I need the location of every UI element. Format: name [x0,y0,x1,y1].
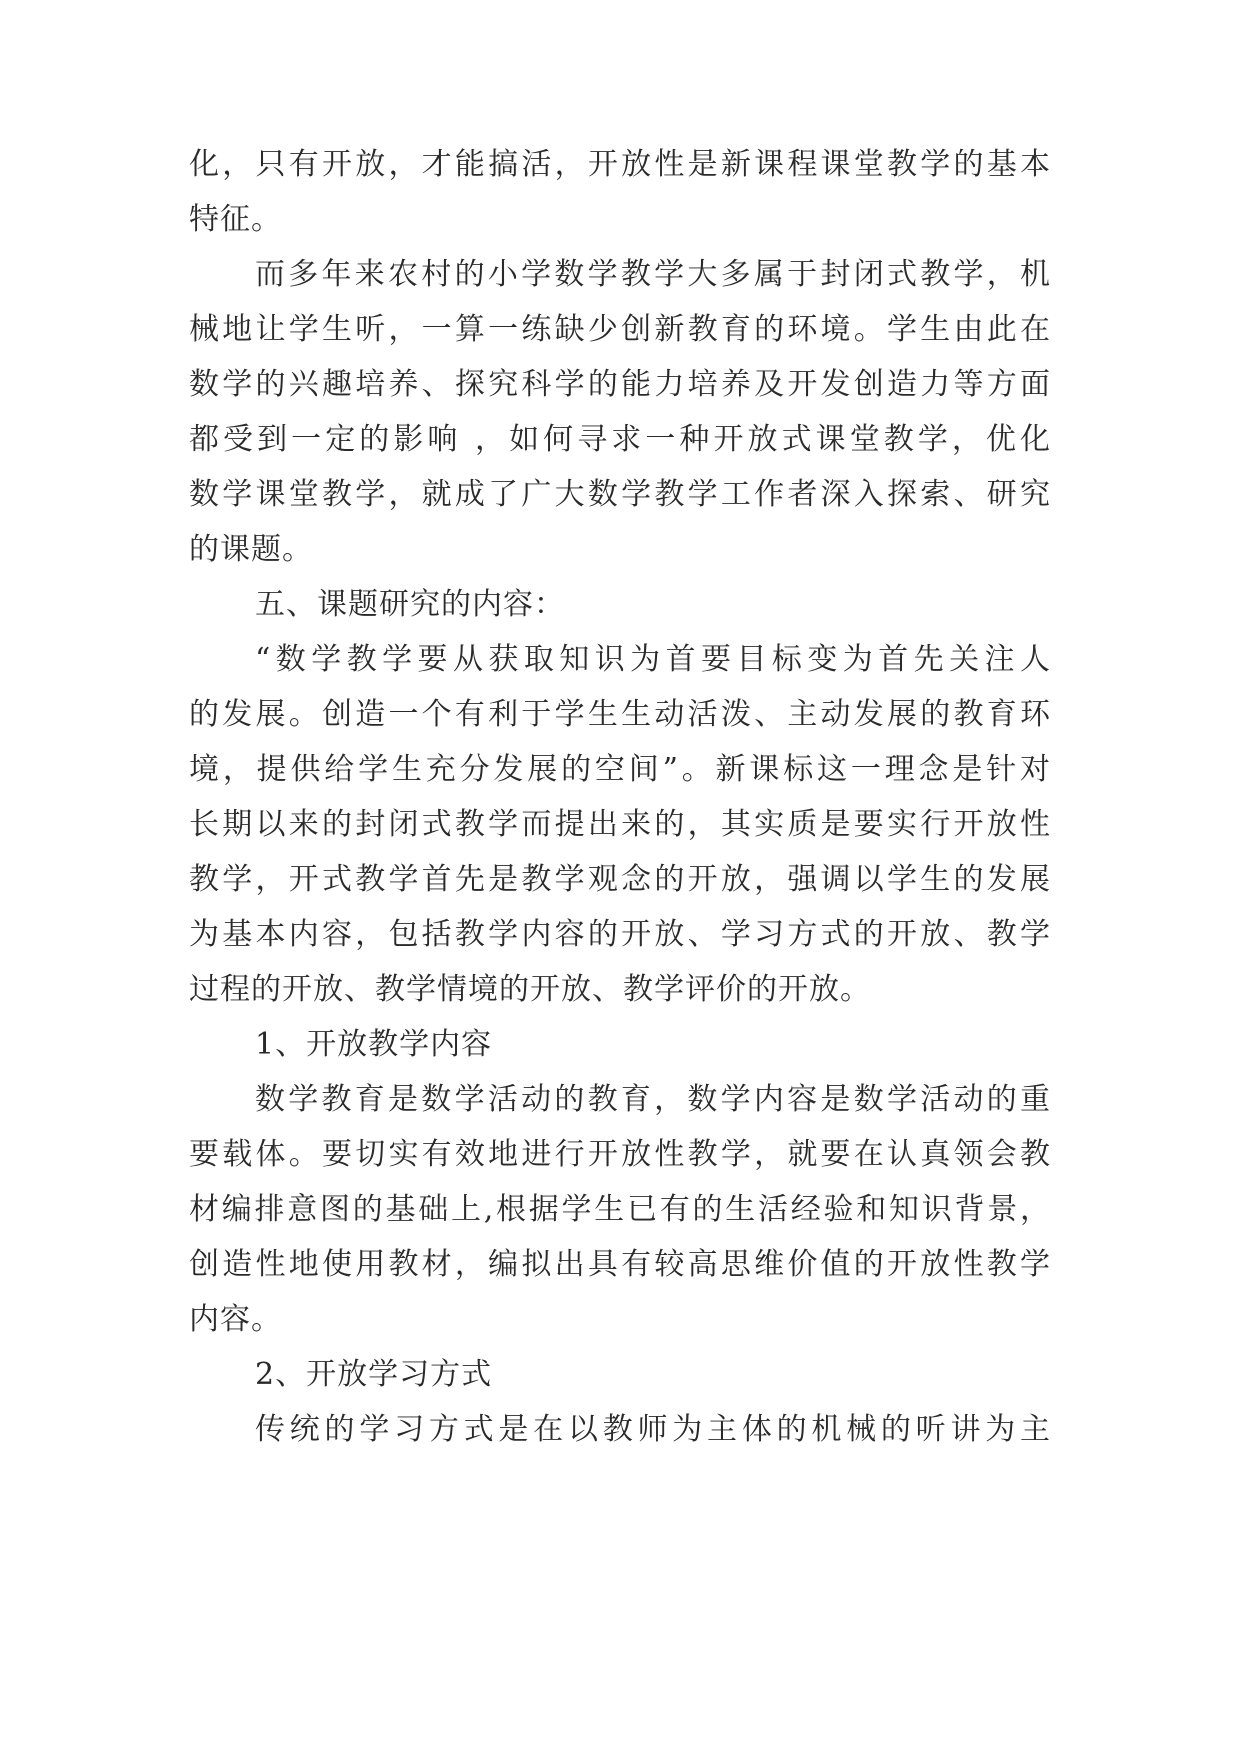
text-line: 特征。 [189,202,282,237]
text-line: 都受到一定的影响 ，如何寻求一种开放式课堂教学，优化 [189,422,1051,457]
text-line: “数学教学要从获取知识为首要目标变为首先关注人 [255,642,1051,677]
text-line: 化，只有开放，才能搞活，开放性是新课程课堂教学的基本 [189,147,1051,182]
text-line: 长期以来的封闭式教学而提出来的，其实质是要实行开放性 [189,807,1051,842]
text-line: 创造性地使用教材，编拟出具有较高思维价值的开放性教学 [189,1247,1051,1282]
text-line: 境，提供给学生充分发展的空间”。新课标这一理念是针对 [189,752,1051,787]
text-line: 数学课堂教学，就成了广大数学教学工作者深入探索、研究 [189,477,1051,512]
text-line: 的发展。创造一个有利于学生生动活泼、主动发展的教育环 [189,697,1051,732]
section-heading: 五、课题研究的内容： [255,587,565,622]
text-line: 要载体。要切实有效地进行开放性教学，就要在认真领会教 [189,1137,1051,1172]
text-line: 传统的学习方式是在以教师为主体的机械的听讲为主 [255,1412,1051,1447]
text-line: 过程的开放、教学情境的开放、教学评价的开放。 [189,972,871,1007]
text-line: 为基本内容，包括教学内容的开放、学习方式的开放、教学 [189,917,1051,952]
text-line: 而多年来农村的小学数学教学大多属于封闭式教学，机 [255,257,1051,292]
text-line: 数学教育是数学活动的教育，数学内容是数学活动的重 [255,1082,1051,1117]
subsection-heading: 2、开放学习方式 [255,1357,493,1392]
text-line: 教学，开式教学首先是教学观念的开放，强调以学生的发展 [189,862,1051,897]
subsection-heading: 1、开放教学内容 [255,1027,493,1062]
text-line: 材编排意图的基础上,根据学生已有的生活经验和知识背景， [189,1192,1051,1227]
text-line: 数学的兴趣培养、探究科学的能力培养及开发创造力等方面 [189,367,1051,402]
text-line: 械地让学生听，一算一练缺少创新教育的环境。学生由此在 [189,312,1051,347]
text-line: 内容。 [189,1302,282,1337]
text-line: 的课题。 [189,532,313,567]
